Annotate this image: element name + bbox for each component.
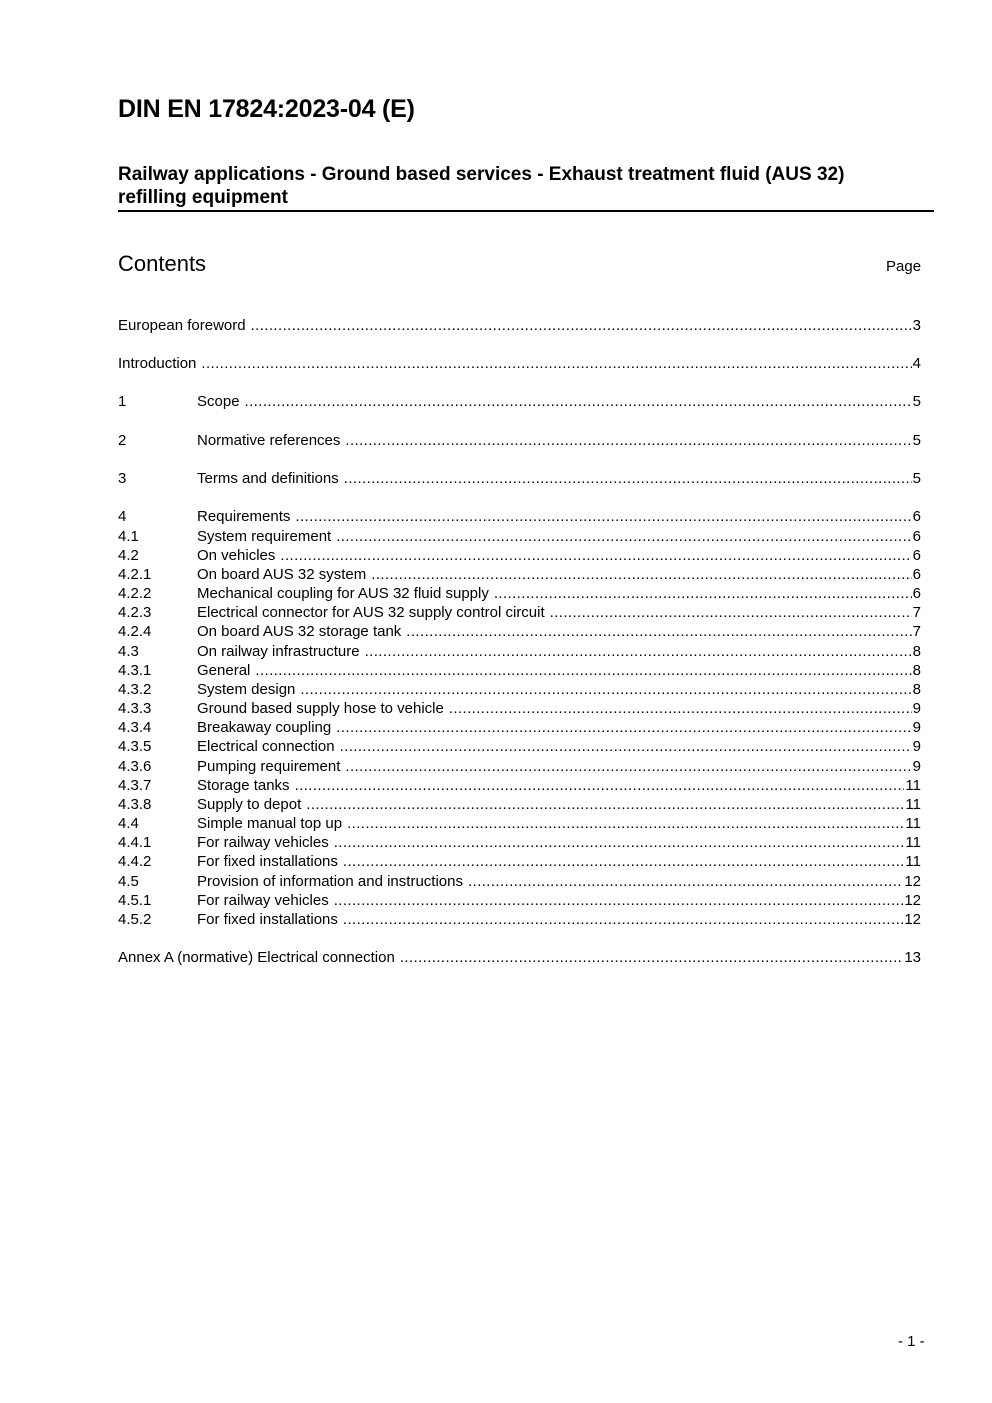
toc-entry-title: Breakaway coupling: [197, 719, 332, 736]
toc-entry-title: For fixed installations: [197, 911, 338, 928]
toc-entry-page: 9: [912, 700, 921, 717]
toc-entry-page: 11: [905, 853, 921, 870]
toc-entry[interactable]: [118, 469, 921, 488]
toc-dot-leader: [306, 795, 904, 814]
toc-entry-number: 4.3.4: [118, 719, 152, 736]
toc-entry-number: 4.4.2: [118, 853, 152, 870]
table-of-contents: [118, 0, 921, 1000]
toc-entry-page: 9: [912, 719, 921, 736]
toc-entry-page: 6: [912, 508, 921, 525]
toc-dot-leader: [449, 699, 912, 718]
toc-entry-number: 4.3: [118, 643, 139, 660]
toc-entry-title: Mechanical coupling for AUS 32 fluid supply: [197, 585, 489, 602]
toc-entry-number: 4.3.6: [118, 758, 152, 775]
toc-entry[interactable]: [118, 814, 921, 833]
toc-entry-page: 3: [912, 317, 921, 334]
toc-entry[interactable]: [118, 718, 921, 737]
toc-entry-number: 4.2.2: [118, 585, 152, 602]
toc-entry-title: Electrical connector for AUS 32 supply control circuit: [197, 604, 545, 621]
toc-entry-page: 11: [905, 796, 921, 813]
toc-entry-title: Storage tanks: [197, 777, 290, 794]
toc-entry[interactable]: [118, 795, 921, 814]
toc-dot-leader: [400, 948, 904, 967]
toc-dot-leader: [343, 910, 903, 929]
toc-entry-number: 4.3.8: [118, 796, 152, 813]
toc-entry-page: 7: [912, 604, 921, 621]
toc-entry-page: 6: [912, 547, 921, 564]
toc-entry[interactable]: [118, 661, 921, 680]
toc-entry-title: For railway vehicles: [197, 892, 329, 909]
toc-entry-number: 4: [118, 508, 127, 525]
page-number: - 1 -: [898, 1333, 925, 1350]
toc-entry-number: 4.3.5: [118, 738, 152, 755]
toc-entry-title: General: [197, 662, 251, 679]
toc-entry-title: On vehicles: [197, 547, 276, 564]
toc-entry-page: 4: [912, 355, 921, 372]
toc-dot-leader: [334, 833, 905, 852]
toc-dot-leader: [365, 642, 912, 661]
toc-entry-number: 1: [118, 393, 127, 410]
toc-dot-leader: [336, 527, 911, 546]
toc-entry-title: Electrical connection: [197, 738, 335, 755]
toc-entry-title: Scope: [197, 393, 240, 410]
toc-entry[interactable]: [118, 392, 921, 411]
toc-entry[interactable]: [118, 527, 921, 546]
toc-entry-title: For fixed installations: [197, 853, 338, 870]
toc-entry[interactable]: [118, 699, 921, 718]
toc-entry-number: 2: [118, 432, 127, 449]
toc-dot-leader: [406, 622, 911, 641]
toc-entry[interactable]: [118, 507, 921, 526]
toc-entry[interactable]: [118, 757, 921, 776]
toc-entry-number: 4.5: [118, 873, 139, 890]
toc-entry-title: System design: [197, 681, 296, 698]
toc-entry-title: On board AUS 32 system: [197, 566, 367, 583]
toc-entry[interactable]: [118, 431, 921, 450]
toc-entry[interactable]: [118, 737, 921, 756]
toc-entry-page: 11: [905, 815, 921, 832]
toc-entry-title: Introduction: [118, 355, 197, 372]
toc-dot-leader: [295, 776, 905, 795]
toc-entry[interactable]: [118, 546, 921, 565]
toc-dot-leader: [347, 814, 904, 833]
toc-entry-number: 4.3.1: [118, 662, 152, 679]
toc-entry-page: 6: [912, 566, 921, 583]
toc-dot-leader: [340, 737, 912, 756]
toc-dot-leader: [371, 565, 911, 584]
toc-entry-page: 11: [905, 834, 921, 851]
toc-entry-title: Simple manual top up: [197, 815, 343, 832]
toc-dot-leader: [255, 661, 911, 680]
toc-dot-leader: [344, 469, 912, 488]
toc-entry[interactable]: [118, 891, 921, 910]
toc-entry[interactable]: [118, 565, 921, 584]
toc-dot-leader: [295, 507, 911, 526]
document-title: Railway applications - Ground based services - Exhaust treatment fluid (AUS 32) refilling equipment: [118, 164, 845, 208]
toc-entry-page: 12: [904, 873, 921, 890]
toc-entry-number: 3: [118, 470, 127, 487]
toc-entry[interactable]: [118, 354, 921, 373]
toc-dot-leader: [345, 757, 911, 776]
toc-dot-leader: [494, 584, 912, 603]
toc-dot-leader: [468, 872, 903, 891]
document-id: DIN EN 17824:2023-04 (E): [118, 95, 415, 123]
toc-entry-number: 4.3.2: [118, 681, 152, 698]
toc-dot-leader: [334, 891, 904, 910]
toc-entry-page: 5: [912, 432, 921, 449]
toc-dot-leader: [280, 546, 911, 565]
toc-entry-page: 8: [912, 662, 921, 679]
toc-entry-title: Requirements: [197, 508, 291, 525]
toc-entry-title: European foreword: [118, 317, 246, 334]
toc-entry-number: 4.5.1: [118, 892, 152, 909]
toc-entry-page: 9: [912, 738, 921, 755]
toc-entry[interactable]: [118, 852, 921, 871]
toc-entry-page: 7: [912, 623, 921, 640]
toc-entry[interactable]: [118, 776, 921, 795]
toc-entry-number: 4.3.3: [118, 700, 152, 717]
toc-entry-number: 4.2: [118, 547, 139, 564]
toc-entry-page: 5: [912, 470, 921, 487]
toc-entry-page: 8: [912, 643, 921, 660]
toc-entry[interactable]: [118, 622, 921, 641]
toc-entry[interactable]: [118, 910, 921, 929]
toc-entry-title: Ground based supply hose to vehicle: [197, 700, 444, 717]
toc-entry-number: 4.4: [118, 815, 139, 832]
toc-entry-title: Normative references: [197, 432, 341, 449]
toc-dot-leader: [300, 680, 911, 699]
toc-entry-title: On board AUS 32 storage tank: [197, 623, 402, 640]
toc-entry-title: System requirement: [197, 528, 332, 545]
toc-entry-number: 4.2.4: [118, 623, 152, 640]
toc-entry-title: Pumping requirement: [197, 758, 341, 775]
toc-entry[interactable]: [118, 680, 921, 699]
toc-entry-number: 4.4.1: [118, 834, 152, 851]
toc-entry-page: 12: [904, 911, 921, 928]
toc-entry-number: 4.2.1: [118, 566, 152, 583]
toc-dot-leader: [251, 316, 912, 335]
toc-entry-page: 6: [912, 585, 921, 602]
toc-dot-leader: [336, 718, 911, 737]
toc-entry[interactable]: [118, 872, 921, 891]
page-column-heading: Page: [886, 258, 922, 275]
toc-entry-number: 4.1: [118, 528, 139, 545]
toc-entry-title: Terms and definitions: [197, 470, 339, 487]
toc-dot-leader: [245, 392, 912, 411]
toc-dot-leader: [201, 354, 911, 373]
toc-entry-page: 11: [905, 777, 921, 794]
toc-dot-leader: [345, 431, 911, 450]
toc-dot-leader: [550, 603, 912, 622]
toc-entry-number: 4.2.3: [118, 604, 152, 621]
toc-entry-number: 4.3.7: [118, 777, 152, 794]
toc-entry[interactable]: [118, 584, 921, 603]
toc-entry[interactable]: [118, 603, 921, 622]
toc-entry-page: 12: [904, 892, 921, 909]
toc-entry-title: For railway vehicles: [197, 834, 329, 851]
toc-dot-leader: [343, 852, 905, 871]
toc-entry-title: Annex A (normative) Electrical connection: [118, 949, 395, 966]
toc-entry-page: 6: [912, 528, 921, 545]
toc-entry[interactable]: [118, 642, 921, 661]
contents-heading: Contents: [118, 251, 207, 276]
toc-entry-title: On railway infrastructure: [197, 643, 360, 660]
toc-entry-title: Supply to depot: [197, 796, 302, 813]
toc-entry-page: 9: [912, 758, 921, 775]
toc-entry-page: 8: [912, 681, 921, 698]
toc-entry-number: 4.5.2: [118, 911, 152, 928]
toc-entry[interactable]: [118, 316, 921, 335]
toc-entry[interactable]: [118, 948, 921, 967]
toc-entry[interactable]: [118, 833, 921, 852]
toc-entry-page: 5: [912, 393, 921, 410]
toc-entry-title: Provision of information and instructions: [197, 873, 463, 890]
toc-entry-page: 13: [904, 949, 921, 966]
